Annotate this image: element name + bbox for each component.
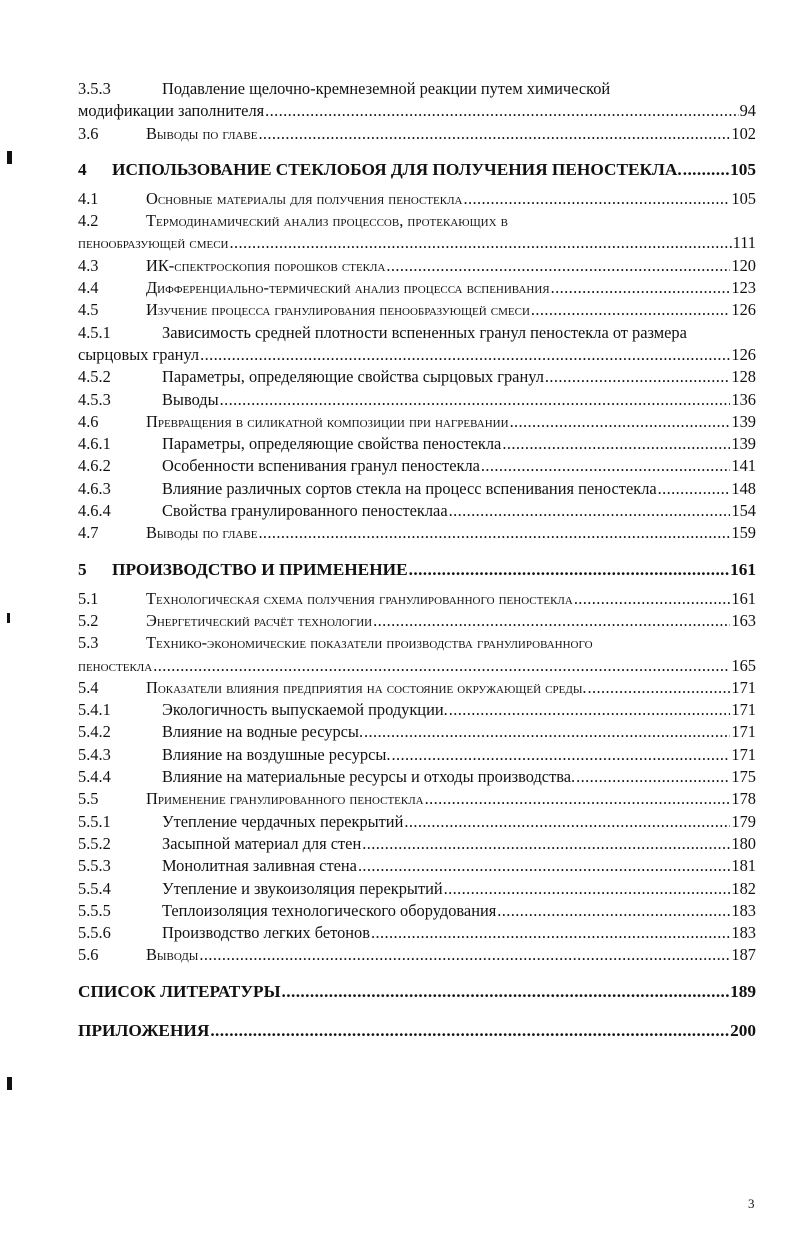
toc-entry [78, 322, 756, 344]
dot-leader [551, 277, 731, 299]
toc-entry [78, 588, 756, 610]
toc-title: Влияние на материальные ресурсы и отходы производства. [162, 767, 576, 787]
toc-number: 4.6.4 [78, 501, 111, 521]
toc-title: Выводы по главе [146, 123, 258, 143]
toc-number: 4.1 [78, 188, 99, 208]
toc-title: Экологичность выпускаемой продукции. [162, 700, 448, 720]
toc-entry [78, 78, 756, 100]
dot-leader [364, 721, 730, 743]
dot-leader [200, 344, 730, 366]
toc-entry [78, 944, 756, 966]
toc-page: 181 [731, 856, 756, 876]
toc-number: 4.5 [78, 300, 99, 320]
toc-title: Влияние различных сортов стекла на процесс вспенивания пеностекла [162, 478, 657, 498]
toc-entry [78, 677, 756, 699]
toc-page: 105 [730, 159, 756, 179]
toc-entry [78, 500, 756, 522]
toc-entry [78, 811, 756, 833]
toc-title: Свойства гранулированного пеностеклаа [162, 501, 448, 521]
toc-entry [78, 366, 756, 388]
toc-number: 5.5.2 [78, 833, 111, 853]
toc-page: 200 [730, 1020, 756, 1040]
toc-title: Основные материалы для получения пеностекла [146, 188, 463, 208]
dot-leader [362, 833, 730, 855]
toc-page: 165 [731, 655, 756, 675]
toc-page: 182 [731, 878, 756, 898]
toc-title: Выводы [162, 389, 219, 409]
toc-entry [78, 522, 756, 544]
toc-number: 5.4.2 [78, 722, 111, 742]
toc-entry-continuation [78, 100, 756, 122]
toc-page: 189 [730, 981, 756, 1001]
dot-leader [258, 522, 730, 544]
toc-title: Утепление чердачных перекрытий [162, 811, 404, 831]
toc-page: 171 [731, 744, 756, 764]
toc-entry-continuation [78, 655, 756, 677]
toc-entry [78, 210, 756, 232]
toc-entry [78, 833, 756, 855]
toc-entry [78, 766, 756, 788]
toc-number: 5.5 [78, 789, 99, 809]
toc-title: Производство легких бетонов [162, 923, 370, 943]
toc-title: Изучение процесса гранулирования пенообразующей смеси [146, 300, 530, 320]
toc-number: 5.5.4 [78, 878, 111, 898]
toc-title: ИСПОЛЬЗОВАНИЕ СТЕКЛОБОЯ ДЛЯ ПОЛУЧЕНИЯ ПЕНОСТЕКЛА. [112, 159, 682, 179]
dot-leader [502, 433, 730, 455]
toc-title: Засыпной материал для стен [162, 833, 362, 853]
toc-title: Выводы [146, 945, 199, 965]
toc-number: 5.1 [78, 588, 99, 608]
toc-entry [78, 255, 756, 277]
dot-leader [404, 811, 730, 833]
toc-number: 3.6 [78, 123, 99, 143]
toc-entry [78, 721, 756, 743]
toc-page: 126 [731, 344, 756, 364]
toc-heading [78, 1016, 756, 1045]
toc-number: 4.6.1 [78, 434, 111, 454]
scan-margin-mark [7, 1077, 12, 1090]
toc-page: 171 [731, 722, 756, 742]
dot-leader [258, 123, 730, 145]
toc-page: 180 [731, 833, 756, 853]
toc-page: 159 [731, 523, 756, 543]
toc-number: 4.6.2 [78, 456, 111, 476]
toc-title: Термодинамический анализ процессов, протекающих в [146, 211, 508, 231]
toc-page: 102 [731, 123, 756, 143]
toc-page: 128 [731, 367, 756, 387]
toc-entry [78, 922, 756, 944]
toc-number: 4.2 [78, 211, 99, 231]
toc-page: 161 [731, 588, 756, 608]
dot-leader [545, 366, 731, 388]
toc-page: 105 [731, 188, 756, 208]
toc-entry [78, 389, 756, 411]
toc-page: 175 [731, 767, 756, 787]
dot-leader [425, 788, 731, 810]
toc-title: ПРОИЗВОДСТВО И ПРИМЕНЕНИЕ [112, 559, 408, 579]
toc-number: 4.4 [78, 278, 99, 298]
dot-leader [282, 977, 730, 1006]
toc-title: Влияние на водные ресурсы. [162, 722, 364, 742]
dot-leader [444, 878, 731, 900]
dot-leader [531, 299, 730, 321]
toc-title: Теплоизоляция технологического оборудования [162, 900, 497, 920]
toc-page: 120 [731, 255, 756, 275]
toc-entry [78, 744, 756, 766]
dot-leader [153, 655, 730, 677]
page-number: 3 [748, 1196, 755, 1211]
toc-entry [78, 123, 756, 145]
toc-entry [78, 610, 756, 632]
toc-title: Параметры, определяющие свойства пеностекла [162, 434, 502, 454]
dot-leader [481, 455, 730, 477]
toc-page: 136 [731, 389, 756, 409]
toc-title: пенообразующей смеси [78, 233, 229, 253]
toc-title: Подавление щелочно-кремнеземной реакции путем химической [162, 79, 611, 98]
toc-page: 183 [731, 900, 756, 920]
toc-number: 5.4.1 [78, 700, 111, 720]
dot-leader [392, 744, 731, 766]
table-of-contents [78, 78, 756, 1049]
toc-title: Технологическая схема получения гранулированного пеностекла [146, 588, 573, 608]
toc-number: 4.7 [78, 523, 99, 543]
toc-title: Дифференциально-термический анализ процесса вспенивания [146, 278, 550, 298]
toc-title: модификации заполнителя [78, 101, 265, 121]
toc-heading [78, 155, 756, 184]
toc-entry [78, 788, 756, 810]
toc-number: 5.5.3 [78, 856, 111, 876]
toc-heading [78, 977, 756, 1006]
toc-entry [78, 478, 756, 500]
toc-title: Показатели влияния предприятия на состояние окружающей среды. [146, 677, 587, 697]
toc-page: 163 [731, 610, 756, 630]
dot-leader [449, 500, 731, 522]
toc-title: Применение гранулированного пеностекла [146, 789, 424, 809]
toc-title: Превращения в силикатной композиции при нагревании [146, 411, 509, 431]
toc-page: 111 [732, 233, 756, 253]
dot-leader [409, 555, 729, 584]
toc-entry [78, 632, 756, 654]
toc-title: Выводы по главе [146, 523, 258, 543]
toc-page: 161 [730, 559, 756, 579]
toc-number: 4.5.1 [78, 322, 111, 342]
dot-leader [576, 766, 730, 788]
dot-leader [574, 588, 731, 610]
toc-number: 5.5.5 [78, 900, 111, 920]
toc-number: 3.5.3 [78, 79, 111, 98]
toc-entry [78, 455, 756, 477]
dot-leader [510, 411, 731, 433]
scan-margin-mark [7, 151, 12, 164]
toc-number: 4.5.3 [78, 389, 111, 409]
toc-title: Влияние на воздушные ресурсы. [162, 744, 391, 764]
toc-title: Энергетический расчёт технологии [146, 610, 373, 630]
toc-entry-continuation [78, 344, 756, 366]
toc-number: 4 [78, 159, 87, 179]
dot-leader [373, 610, 730, 632]
toc-page: 154 [731, 501, 756, 521]
toc-page: 187 [731, 945, 756, 965]
toc-page: 171 [731, 700, 756, 720]
toc-page: 179 [731, 811, 756, 831]
toc-entry [78, 699, 756, 721]
toc-entry-continuation [78, 232, 756, 254]
toc-entry [78, 900, 756, 922]
toc-number: 5 [78, 559, 87, 579]
dot-leader [463, 188, 730, 210]
toc-title: ИК-спектроскопия порошков стекла [146, 255, 386, 275]
toc-number: 4.3 [78, 255, 99, 275]
dot-leader [386, 255, 730, 277]
dot-leader [658, 478, 731, 500]
toc-entry [78, 277, 756, 299]
dot-leader [449, 699, 731, 721]
toc-heading [78, 555, 756, 584]
toc-number: 5.4.3 [78, 744, 111, 764]
toc-title: Зависимость средней плотности вспененных гранул пеностекла от размера [162, 322, 687, 342]
toc-entry [78, 433, 756, 455]
toc-page: 126 [731, 300, 756, 320]
toc-title: Особенности вспенивания гранул пеностекла [162, 456, 480, 476]
toc-number: 4.6 [78, 411, 99, 431]
toc-entry [78, 411, 756, 433]
toc-page: 139 [731, 434, 756, 454]
toc-title: ПРИЛОЖЕНИЯ [78, 1020, 210, 1040]
toc-number: 5.4.4 [78, 767, 111, 787]
toc-title: Технико-экономические показатели производства гранулированного [146, 633, 593, 653]
toc-page: 183 [731, 923, 756, 943]
dot-leader [265, 100, 738, 122]
toc-page: 141 [731, 456, 756, 476]
toc-page: 148 [731, 478, 756, 498]
toc-title: Утепление и звукоизоляция перекрытий [162, 878, 443, 898]
toc-entry [78, 299, 756, 321]
toc-number: 5.4 [78, 677, 99, 697]
toc-entry [78, 188, 756, 210]
toc-title: сырцовых гранул [78, 344, 200, 364]
toc-number: 5.3 [78, 633, 99, 653]
dot-leader [358, 855, 730, 877]
toc-entry [78, 878, 756, 900]
toc-number: 5.2 [78, 610, 99, 630]
dot-leader [371, 922, 730, 944]
toc-page: 171 [731, 677, 756, 697]
dot-leader [199, 944, 730, 966]
scan-margin-mark [7, 613, 10, 623]
toc-entry [78, 855, 756, 877]
toc-page: 94 [739, 101, 756, 121]
toc-title: Монолитная заливная стена [162, 856, 357, 876]
toc-number: 4.6.3 [78, 478, 111, 498]
toc-page: 123 [731, 278, 756, 298]
dot-leader [497, 900, 730, 922]
toc-title: Параметры, определяющие свойства сырцовых гранул [162, 367, 544, 387]
toc-number: 5.5.1 [78, 811, 111, 831]
dot-leader [588, 677, 731, 699]
toc-number: 5.6 [78, 945, 99, 965]
toc-number: 5.5.6 [78, 923, 111, 943]
toc-title: пеностекла [78, 655, 153, 675]
dot-leader [683, 155, 729, 184]
toc-page: 178 [731, 789, 756, 809]
toc-page: 139 [731, 411, 756, 431]
toc-title: СПИСОК ЛИТЕРАТУРЫ [78, 981, 281, 1001]
dot-leader [230, 232, 732, 254]
dot-leader [210, 1016, 729, 1045]
toc-number: 4.5.2 [78, 367, 111, 387]
dot-leader [220, 389, 731, 411]
